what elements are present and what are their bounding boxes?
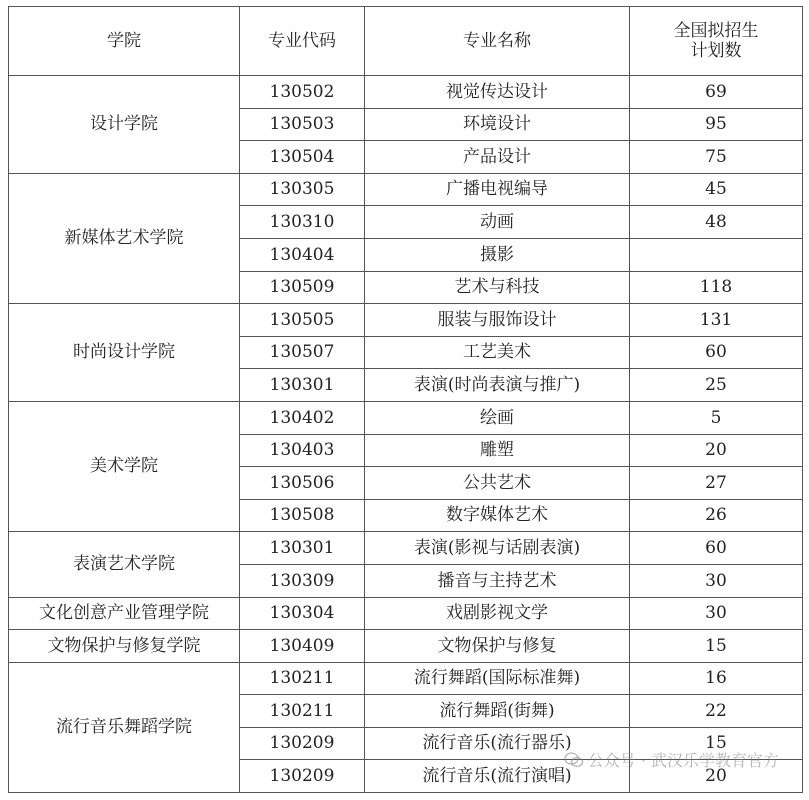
header-row (9, 7, 803, 76)
college-cell: 美术学院 (9, 401, 240, 531)
header-college: 学院 (9, 7, 240, 76)
major-name-cell: 戏剧影视文学 (365, 597, 630, 630)
code-cell: 130508 (240, 499, 365, 532)
plan-count-cell: 48 (630, 206, 803, 239)
code-cell: 130304 (240, 597, 365, 630)
header-plan-line1: 全国拟招生 (673, 20, 759, 41)
code-cell: 130209 (240, 760, 365, 793)
major-name-cell: 动画 (365, 206, 630, 239)
major-name-cell: 流行音乐(流行演唱) (365, 760, 630, 793)
major-name-cell: 流行音乐(流行器乐) (365, 727, 630, 760)
table-row (9, 401, 803, 434)
plan-count-cell: 26 (630, 499, 803, 532)
plan-count-cell: 16 (630, 662, 803, 695)
header-plan (630, 7, 803, 76)
major-name-cell: 环境设计 (365, 108, 630, 141)
major-name-cell: 表演(时尚表演与推广) (365, 369, 630, 402)
plan-count-cell (630, 238, 803, 271)
plan-count-cell: 45 (630, 173, 803, 206)
plan-count-cell: 30 (630, 597, 803, 630)
major-name-cell: 绘画 (365, 401, 630, 434)
major-name-cell: 播音与主持艺术 (365, 564, 630, 597)
plan-count-cell: 27 (630, 467, 803, 500)
plan-count-cell: 60 (630, 532, 803, 565)
plan-count-cell: 15 (630, 630, 803, 663)
college-cell: 新媒体艺术学院 (9, 173, 240, 303)
plan-count-cell: 95 (630, 108, 803, 141)
code-cell: 130506 (240, 467, 365, 500)
code-cell: 130507 (240, 336, 365, 369)
plan-count-cell: 5 (630, 401, 803, 434)
plan-count-cell: 15 (630, 727, 803, 760)
header-name: 专业名称 (365, 7, 630, 76)
code-cell: 130301 (240, 369, 365, 402)
code-cell: 130310 (240, 206, 365, 239)
major-name-cell: 艺术与科技 (365, 271, 630, 304)
plan-count-cell: 118 (630, 271, 803, 304)
college-cell: 文物保护与修复学院 (9, 630, 240, 663)
table-row (9, 630, 803, 663)
major-name-cell: 文物保护与修复 (365, 630, 630, 663)
plan-count-cell: 20 (630, 760, 803, 793)
college-cell: 文化创意产业管理学院 (9, 597, 240, 630)
code-cell: 130209 (240, 727, 365, 760)
code-cell: 130402 (240, 401, 365, 434)
code-cell: 130211 (240, 662, 365, 695)
plan-count-cell: 22 (630, 695, 803, 728)
code-cell: 130409 (240, 630, 365, 663)
major-name-cell: 视觉传达设计 (365, 76, 630, 109)
code-cell: 130502 (240, 76, 365, 109)
major-name-cell: 表演(影视与话剧表演) (365, 532, 630, 565)
table-row (9, 304, 803, 337)
table-body (9, 76, 803, 793)
plan-count-cell: 69 (630, 76, 803, 109)
header-plan-line2: 计划数 (690, 41, 742, 61)
code-cell: 130404 (240, 238, 365, 271)
major-name-cell: 广播电视编导 (365, 173, 630, 206)
major-name-cell: 服装与服饰设计 (365, 304, 630, 337)
plan-count-cell: 30 (630, 564, 803, 597)
code-cell: 130305 (240, 173, 365, 206)
major-name-cell: 产品设计 (365, 141, 630, 174)
college-cell: 流行音乐舞蹈学院 (9, 662, 240, 792)
watermark-text: 公众号 · 武汉乐学教育官方 (587, 751, 779, 770)
college-cell: 时尚设计学院 (9, 304, 240, 402)
major-name-cell: 流行舞蹈(街舞) (365, 695, 630, 728)
table-row (9, 662, 803, 695)
table-row (9, 597, 803, 630)
code-cell: 130504 (240, 141, 365, 174)
major-name-cell: 雕塑 (365, 434, 630, 467)
table-row (9, 76, 803, 109)
plan-count-cell: 75 (630, 141, 803, 174)
table-row (9, 532, 803, 565)
plan-count-cell: 25 (630, 369, 803, 402)
major-name-cell: 工艺美术 (365, 336, 630, 369)
code-cell: 130503 (240, 108, 365, 141)
code-cell: 130309 (240, 564, 365, 597)
code-cell: 130403 (240, 434, 365, 467)
major-name-cell: 流行舞蹈(国际标准舞) (365, 662, 630, 695)
code-cell: 130509 (240, 271, 365, 304)
code-cell: 130505 (240, 304, 365, 337)
college-cell: 设计学院 (9, 76, 240, 174)
code-cell: 130211 (240, 695, 365, 728)
header-code: 专业代码 (240, 7, 365, 76)
major-name-cell: 数字媒体艺术 (365, 499, 630, 532)
enrollment-plan-table (8, 6, 803, 793)
major-name-cell: 摄影 (365, 238, 630, 271)
table-row (9, 173, 803, 206)
major-name-cell: 公共艺术 (365, 467, 630, 500)
code-cell: 130301 (240, 532, 365, 565)
plan-count-cell: 131 (630, 304, 803, 337)
plan-count-cell: 20 (630, 434, 803, 467)
plan-count-cell: 60 (630, 336, 803, 369)
college-cell: 表演艺术学院 (9, 532, 240, 597)
